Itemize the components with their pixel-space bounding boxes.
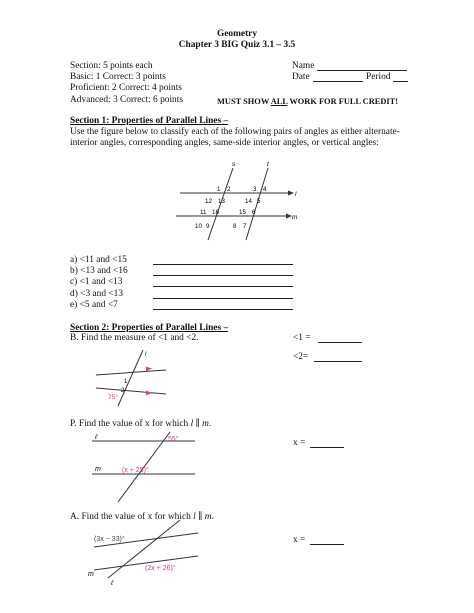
subject-title: Geometry xyxy=(216,29,258,39)
label-t: t xyxy=(267,161,269,168)
qp-angle-top: 55° xyxy=(168,436,179,443)
angle-label: 5 xyxy=(257,198,261,205)
angle-label: 4 xyxy=(263,186,267,193)
section1-item-label: c) <1 and <13 xyxy=(70,277,123,288)
angle-label: 3 xyxy=(253,186,257,193)
angle-label: 6 xyxy=(252,209,256,216)
question-a-answer-label: x = xyxy=(293,535,306,545)
question-b-angle1-label: <1 = xyxy=(293,333,311,343)
name-label: Name xyxy=(292,61,315,71)
label-l: l xyxy=(295,191,297,198)
qa-angle-top: (3x − 33)° xyxy=(94,536,125,543)
angle-label: 7 xyxy=(243,223,247,230)
quiz-title: Chapter 3 BIG Quiz 3.1 – 3.5 xyxy=(178,40,296,50)
question-a-prompt-end: . xyxy=(211,512,214,522)
scoring-section: Section: 5 points each xyxy=(70,61,153,71)
qp-label-l: ℓ xyxy=(95,434,98,441)
question-a-prompt-emph: l ∥ m xyxy=(193,512,212,522)
label-s: s xyxy=(232,161,236,168)
question-p-prompt-start: P. Find the value of x for which xyxy=(70,419,191,429)
angle-label: 9 xyxy=(206,223,210,230)
qa-angle-bottom: (2x + 26)° xyxy=(145,565,176,572)
qa-label-l: ℓ xyxy=(111,580,114,587)
notice-after: WORK FOR FULL CREDIT! xyxy=(287,97,399,106)
question-p-prompt-end: . xyxy=(208,419,212,429)
period-label: Period xyxy=(366,72,391,82)
angle-label: 12 xyxy=(205,198,212,205)
question-a-prompt-start: A. Find the value of x for which xyxy=(70,512,194,522)
notice-emph: ALL xyxy=(270,97,288,106)
qb-angle-75: 75° xyxy=(108,394,118,401)
angle-label: 13 xyxy=(218,198,225,205)
qb-label-2: 2 xyxy=(121,388,125,394)
angle-label: 1 xyxy=(217,186,221,193)
scoring-advanced: Advanced: 3 Correct: 6 points xyxy=(70,95,183,105)
angle-label: 10 xyxy=(195,223,202,230)
section1-heading: Section 1: Properties of Parallel Lines – xyxy=(70,116,229,126)
question-b-prompt: B. Find the measure of <1 and <2. xyxy=(70,333,199,343)
question-p-answer-label: x = xyxy=(293,438,306,448)
section1-item-label: d) <3 and <13 xyxy=(70,288,124,299)
section1-item-label: a) <11 and <15 xyxy=(70,255,127,265)
angle-label: 15 xyxy=(239,209,246,216)
section1-item-label: e) <5 and <7 xyxy=(70,299,118,310)
angle-label: 16 xyxy=(212,209,219,216)
qp-angle-bottom: (x + 25)° xyxy=(122,467,149,474)
angle-label: 14 xyxy=(245,198,252,205)
date-label: Date xyxy=(292,72,310,82)
label-m: m xyxy=(292,214,298,221)
scoring-basic: Basic: 1 Correct: 3 points xyxy=(70,72,166,82)
scoring-proficient: Proficient: 2 Correct: 4 points xyxy=(70,83,182,93)
question-p-prompt-emph: l ∥ m xyxy=(190,419,209,429)
section1-item-label: b) <13 and <16 xyxy=(70,266,128,277)
angle-label: 11 xyxy=(200,209,207,216)
angle-label: 2 xyxy=(227,186,231,193)
notice-before: MUST SHOW xyxy=(217,97,271,106)
section2-heading: Section 2: Properties of Parallel Lines – xyxy=(70,323,229,333)
question-b-angle2-label: <2= xyxy=(293,352,309,362)
qa-label-m: m xyxy=(88,571,94,578)
section1-instructions: Use the figure below to classify each of the following pairs of angles as either alternate-interior angles, corresponding angles, same-side interior angles, or vertical angles: xyxy=(70,127,400,148)
angle-label: 8 xyxy=(233,223,237,230)
qb-label-1: 1 xyxy=(124,379,128,385)
qb-label-l: l xyxy=(145,352,147,358)
qp-label-m: m xyxy=(95,466,101,473)
